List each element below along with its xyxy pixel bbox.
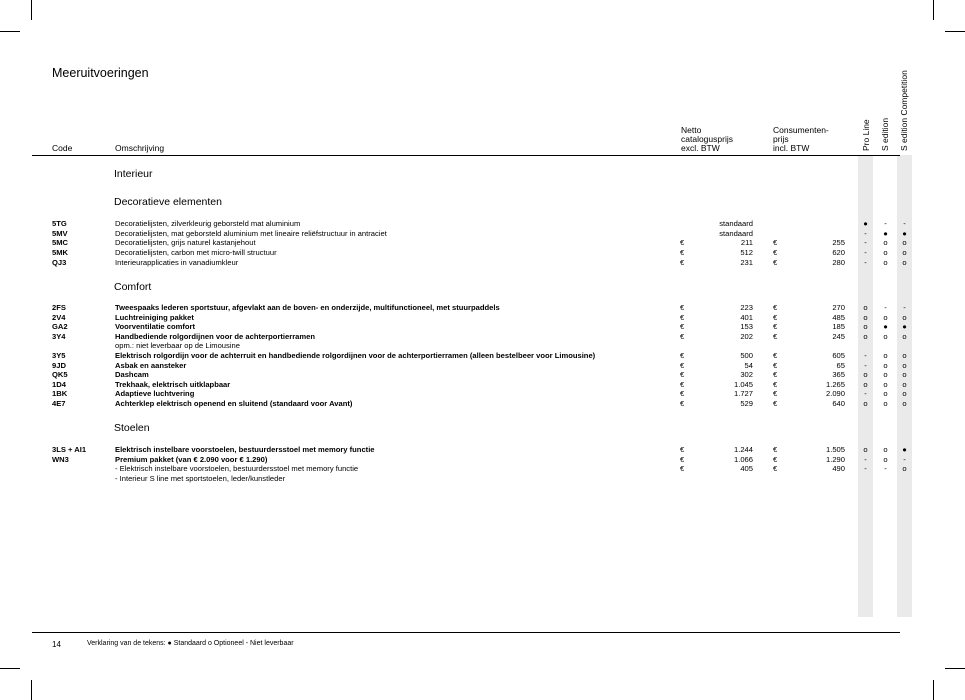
legend: Verklaring van de tekens: ● Standaard o Optioneel - Niet leverbaar (87, 640, 294, 647)
netto-price: 302 (740, 370, 753, 379)
option-description: Decoratielijsten, grijs naturel kastanjehout (115, 238, 256, 247)
table-row (0, 399, 965, 409)
consumer-price: 255 (832, 238, 845, 247)
availability-marker: o (863, 332, 868, 341)
header-model-s-edition-competition: S edition Competition (899, 70, 909, 151)
availability-marker: ● (883, 322, 888, 331)
netto-price: 529 (740, 399, 753, 408)
availability-marker: o (883, 351, 888, 360)
currency-symbol: € (773, 370, 778, 379)
currency-symbol: € (680, 361, 685, 370)
page-number: 14 (52, 640, 61, 649)
table-row (0, 370, 965, 380)
availability-marker: - (864, 229, 867, 238)
currency-symbol: € (773, 389, 778, 398)
crop-mark (933, 680, 934, 700)
availability-marker: o (863, 370, 868, 379)
availability-marker: - (864, 455, 867, 464)
consumer-price: 490 (832, 464, 845, 473)
currency-symbol: € (680, 332, 685, 341)
consumer-price: 1.505 (825, 445, 845, 454)
availability-marker: - (864, 351, 867, 360)
option-description: Elektrisch instelbare voorstoelen, bestuurdersstoel met memory functie (115, 445, 375, 454)
currency-symbol: € (680, 455, 685, 464)
currency-symbol: € (773, 238, 778, 247)
currency-symbol: € (773, 322, 778, 331)
availability-marker: - (884, 303, 887, 312)
crop-mark (945, 31, 965, 32)
table-row (0, 474, 965, 484)
availability-marker: - (864, 258, 867, 267)
availability-marker: ● (902, 445, 907, 454)
netto-price: 1.045 (733, 380, 753, 389)
availability-marker: o (883, 445, 888, 454)
currency-symbol: € (680, 238, 685, 247)
availability-marker: o (902, 258, 907, 267)
availability-marker: o (902, 464, 907, 473)
option-code: WN3 (52, 455, 69, 464)
option-code: GA2 (52, 322, 68, 331)
availability-marker: - (864, 389, 867, 398)
availability-marker: o (883, 361, 888, 370)
currency-symbol: € (773, 351, 778, 360)
option-description: - Elektrisch instelbare voorstoelen, bestuurdersstoel met memory functie (115, 464, 359, 473)
availability-marker: o (902, 380, 907, 389)
table-row (0, 248, 965, 258)
availability-marker: o (863, 399, 868, 408)
availability-marker: o (902, 351, 907, 360)
availability-marker: o (863, 322, 868, 331)
currency-symbol: € (773, 258, 778, 267)
section-title: Stoelen (114, 422, 150, 434)
availability-marker: o (883, 313, 888, 322)
availability-marker: - (864, 238, 867, 247)
availability-marker: - (884, 464, 887, 473)
netto-price: 1.727 (733, 389, 753, 398)
availability-marker: ● (902, 322, 907, 331)
availability-marker: o (863, 380, 868, 389)
option-description: Dashcam (115, 370, 149, 379)
availability-marker: o (902, 370, 907, 379)
option-code: 4E7 (52, 399, 66, 408)
option-description: Decoratielijsten, carbon met micro-twill structuur (115, 248, 277, 257)
crop-mark (31, 680, 32, 700)
availability-marker: - (903, 303, 906, 312)
consumer-price: 270 (832, 303, 845, 312)
availability-marker: - (903, 219, 906, 228)
currency-symbol: € (680, 380, 685, 389)
table-row (0, 238, 965, 248)
currency-symbol: € (680, 370, 685, 379)
option-description: Voorventilatie comfort (115, 322, 196, 331)
option-description: Interieurapplicaties in vanadiumkleur (115, 258, 239, 267)
table-row (0, 219, 965, 229)
table-row (0, 351, 965, 361)
availability-marker: o (902, 361, 907, 370)
option-code: 2FS (52, 303, 66, 312)
availability-marker: o (902, 389, 907, 398)
currency-symbol: € (773, 248, 778, 257)
consumer-price: 620 (832, 248, 845, 257)
currency-symbol: € (680, 313, 685, 322)
netto-price: 54 (744, 361, 753, 370)
availability-marker: o (902, 238, 907, 247)
availability-marker: - (884, 219, 887, 228)
option-code: 3LS + AI1 (52, 445, 87, 454)
availability-marker: o (883, 248, 888, 257)
standard-label: standaard (719, 229, 753, 238)
availability-marker: o (902, 399, 907, 408)
currency-symbol: € (773, 313, 778, 322)
option-code: QJ3 (52, 258, 67, 267)
netto-price: 1.244 (733, 445, 753, 454)
section-title: Decoratieve elementen (114, 196, 222, 208)
consumer-price: 65 (836, 361, 845, 370)
option-description: Handbediende rolgordijnen voor de achterportierramen (115, 332, 316, 341)
availability-marker: o (902, 248, 907, 257)
currency-symbol: € (680, 399, 685, 408)
option-code: 5TG (52, 219, 67, 228)
availability-marker: o (863, 445, 868, 454)
netto-price: 405 (740, 464, 753, 473)
option-description: Trekhaak, elektrisch uitklapbaar (115, 380, 231, 389)
currency-symbol: € (680, 464, 685, 473)
option-note: opm.: niet leverbaar op de Limousine (115, 341, 240, 350)
option-code: 1BK (52, 389, 68, 398)
option-code: 1D4 (52, 380, 66, 389)
consumer-price: 185 (832, 322, 845, 331)
crop-mark (945, 668, 965, 669)
crop-mark (933, 0, 934, 20)
crop-mark (0, 31, 20, 32)
option-description: Adaptieve luchtvering (115, 389, 195, 398)
availability-marker: o (863, 313, 868, 322)
header-description: Omschrijving (115, 143, 165, 153)
table-row (0, 445, 965, 455)
crop-mark (31, 0, 32, 20)
availability-marker: o (883, 332, 888, 341)
option-code: 3Y5 (52, 351, 66, 360)
page-title: Meeruitvoeringen (52, 66, 149, 80)
table-row-note (0, 341, 965, 351)
availability-marker: o (883, 238, 888, 247)
consumer-price: 365 (832, 370, 845, 379)
consumer-price: 280 (832, 258, 845, 267)
availability-marker: o (883, 399, 888, 408)
availability-marker: o (883, 389, 888, 398)
currency-symbol: € (680, 258, 685, 267)
currency-symbol: € (680, 389, 685, 398)
consumer-price: 245 (832, 332, 845, 341)
availability-marker: o (883, 380, 888, 389)
netto-price: 231 (740, 258, 753, 267)
currency-symbol: € (680, 322, 685, 331)
header-netto: Netto catalogusprijs excl. BTW (681, 125, 733, 153)
section-title: Comfort (114, 281, 152, 293)
option-code: 5MK (52, 248, 69, 257)
netto-price: 211 (740, 238, 753, 247)
option-description: Elektrisch rolgordijn voor de achterruit en handbediende rolgordijnen voor de achterportierramen (alleen bestelbeer voor Limousine) (115, 351, 596, 360)
option-description: Asbak en aansteker (115, 361, 187, 370)
section-main-title: Interieur (114, 168, 153, 180)
currency-symbol: € (773, 399, 778, 408)
consumer-price: 2.090 (825, 389, 845, 398)
currency-symbol: € (773, 380, 778, 389)
netto-price: 223 (740, 303, 753, 312)
crop-mark (0, 668, 20, 669)
option-code: QK5 (52, 370, 68, 379)
currency-symbol: € (773, 445, 778, 454)
option-description: Luchtreiniging pakket (115, 313, 194, 322)
consumer-price: 1.290 (825, 455, 845, 464)
option-description: Decoratielijsten, zilverkleurig geborsteld mat aluminium (115, 219, 301, 228)
table-row (0, 322, 965, 332)
netto-price: 512 (740, 248, 753, 257)
header-model-pro-line: Pro Line (861, 119, 871, 151)
netto-price: 153 (740, 322, 753, 331)
consumer-price: 1.265 (825, 380, 845, 389)
availability-marker: o (902, 332, 907, 341)
availability-marker: ● (902, 229, 907, 238)
header-model-s-edition: S edition (880, 117, 890, 151)
currency-symbol: € (773, 361, 778, 370)
option-code: 2V4 (52, 313, 66, 322)
availability-marker: - (864, 361, 867, 370)
header-consumer: Consumenten- prijs incl. BTW (773, 125, 829, 153)
consumer-price: 640 (832, 399, 845, 408)
footer-divider (32, 632, 900, 633)
availability-marker: ● (883, 229, 888, 238)
table-row (0, 303, 965, 313)
netto-price: 1.066 (733, 455, 753, 464)
availability-marker: - (903, 455, 906, 464)
netto-price: 500 (740, 351, 753, 360)
option-code: 5MV (52, 229, 68, 238)
option-description: Achterklep elektrisch openend en sluitend (standaard voor Avant) (115, 399, 353, 408)
currency-symbol: € (680, 248, 685, 257)
netto-price: 202 (740, 332, 753, 341)
consumer-price: 605 (832, 351, 845, 360)
header-divider (32, 155, 900, 156)
option-description: Decoratielijsten, mat geborsteld aluminium met lineaire reliëfstructuur in antraciet (115, 229, 387, 238)
availability-marker: o (883, 370, 888, 379)
table-row (0, 464, 965, 474)
availability-marker: - (864, 248, 867, 257)
availability-marker: - (864, 464, 867, 473)
option-code: 5MC (52, 238, 69, 247)
option-code: 9JD (52, 361, 66, 370)
availability-marker: o (883, 258, 888, 267)
availability-marker: o (883, 455, 888, 464)
standard-label: standaard (719, 219, 753, 228)
availability-marker: ● (863, 219, 868, 228)
currency-symbol: € (773, 303, 778, 312)
option-description: Tweespaaks lederen sportstuur, afgevlakt aan de boven- en onderzijde, multifunctioneel, met stuurpaddels (115, 303, 500, 312)
table-row (0, 389, 965, 399)
currency-symbol: € (680, 351, 685, 360)
consumer-price: 485 (832, 313, 845, 322)
currency-symbol: € (773, 464, 778, 473)
option-description: Premium pakket (van € 2.090 voor € 1.290) (115, 455, 268, 464)
option-code: 3Y4 (52, 332, 66, 341)
currency-symbol: € (680, 445, 685, 454)
availability-marker: o (863, 303, 868, 312)
currency-symbol: € (773, 455, 778, 464)
table-row (0, 258, 965, 268)
header-code: Code (52, 143, 73, 153)
netto-price: 401 (740, 313, 753, 322)
currency-symbol: € (773, 332, 778, 341)
availability-marker: o (902, 313, 907, 322)
currency-symbol: € (680, 303, 685, 312)
option-description: - Interieur S line met sportstoelen, leder/kunstleder (115, 474, 286, 483)
